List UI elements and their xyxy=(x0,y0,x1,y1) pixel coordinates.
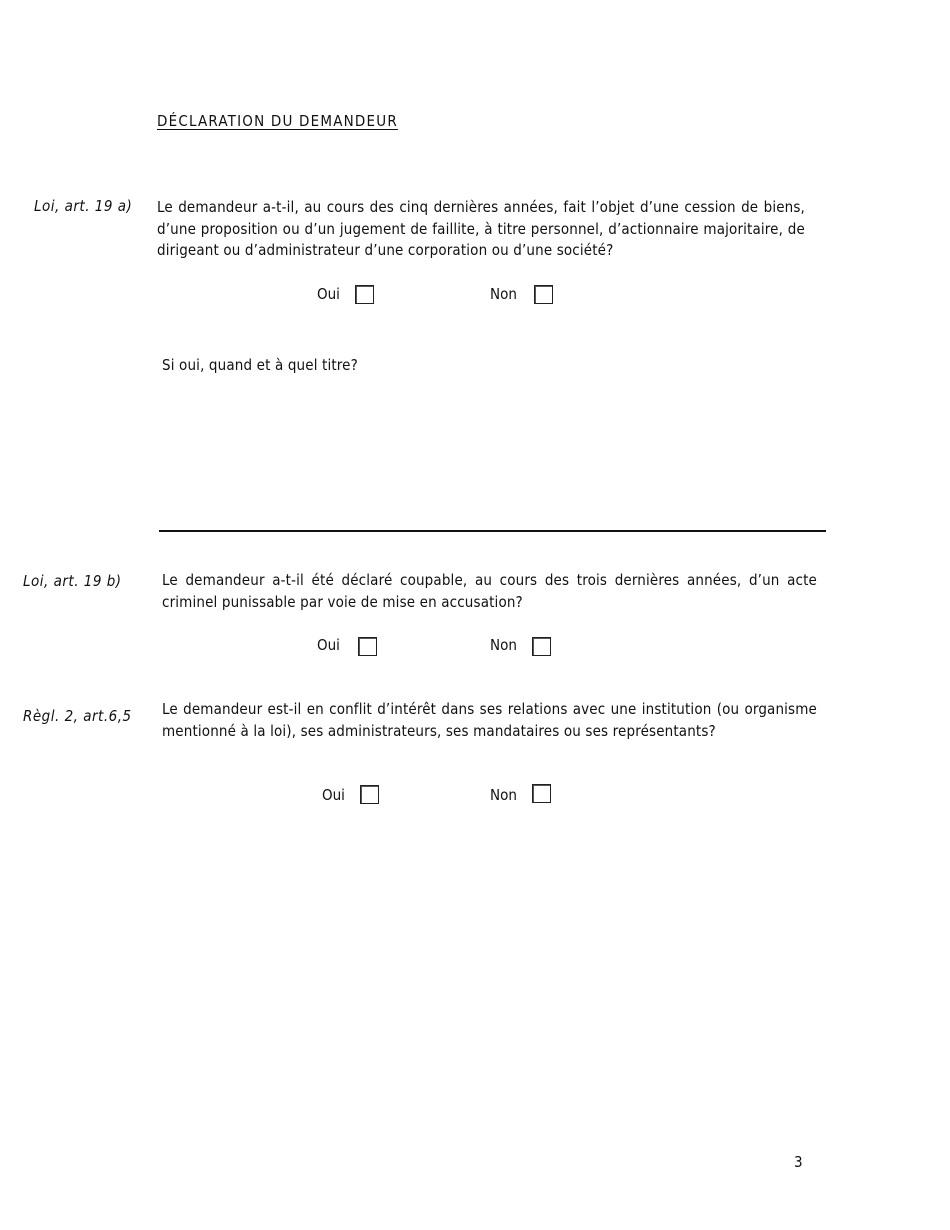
question-3-reference: Règl. 2, art.6,5 xyxy=(23,707,132,725)
answer-line[interactable] xyxy=(159,530,826,532)
page-number: 3 xyxy=(794,1153,803,1171)
question-1-text: Le demandeur a-t-il, au cours des cinq dernières années, fait l’objet d’une cession de biens, d’une proposition ou d’un jugement de faillite, à titre personnel, d’actionnaire majoritaire, de dirigeant ou d’administrateur d’une corporation ou d’une société? xyxy=(157,198,805,259)
question-2-no-label: Non xyxy=(490,636,517,654)
page-title: DÉCLARATION DU DEMANDEUR xyxy=(157,112,398,130)
question-2-yes-label: Oui xyxy=(317,636,340,654)
question-1-reference: Loi, art. 19 a) xyxy=(34,197,133,215)
question-2-yes-checkbox[interactable] xyxy=(358,637,377,656)
question-3-text: Le demandeur est-il en conflit d’intérêt dans ses relations avec une institution (ou organisme mentionné à la loi), ses administrateurs, ses mandataires ou ses représentants? xyxy=(162,700,817,740)
question-2-no-checkbox[interactable] xyxy=(532,637,551,656)
question-2-reference: Loi, art. 19 b) xyxy=(23,572,122,590)
question-1-yes-checkbox[interactable] xyxy=(355,285,374,304)
question-1-no-label: Non xyxy=(490,285,517,303)
question-1-yes-label: Oui xyxy=(317,285,340,303)
question-3-yes-label: Oui xyxy=(322,786,345,804)
question-3-no-checkbox[interactable] xyxy=(532,784,551,803)
question-1-followup: Si oui, quand et à quel titre? xyxy=(162,356,358,374)
question-1-no-checkbox[interactable] xyxy=(534,285,553,304)
question-3-no-label: Non xyxy=(490,786,517,804)
question-3-yes-checkbox[interactable] xyxy=(360,785,379,804)
question-2-text: Le demandeur a-t-il été déclaré coupable, au cours des trois dernières années, d’un acte criminel punissable par voie de mise en accusation? xyxy=(162,571,817,611)
